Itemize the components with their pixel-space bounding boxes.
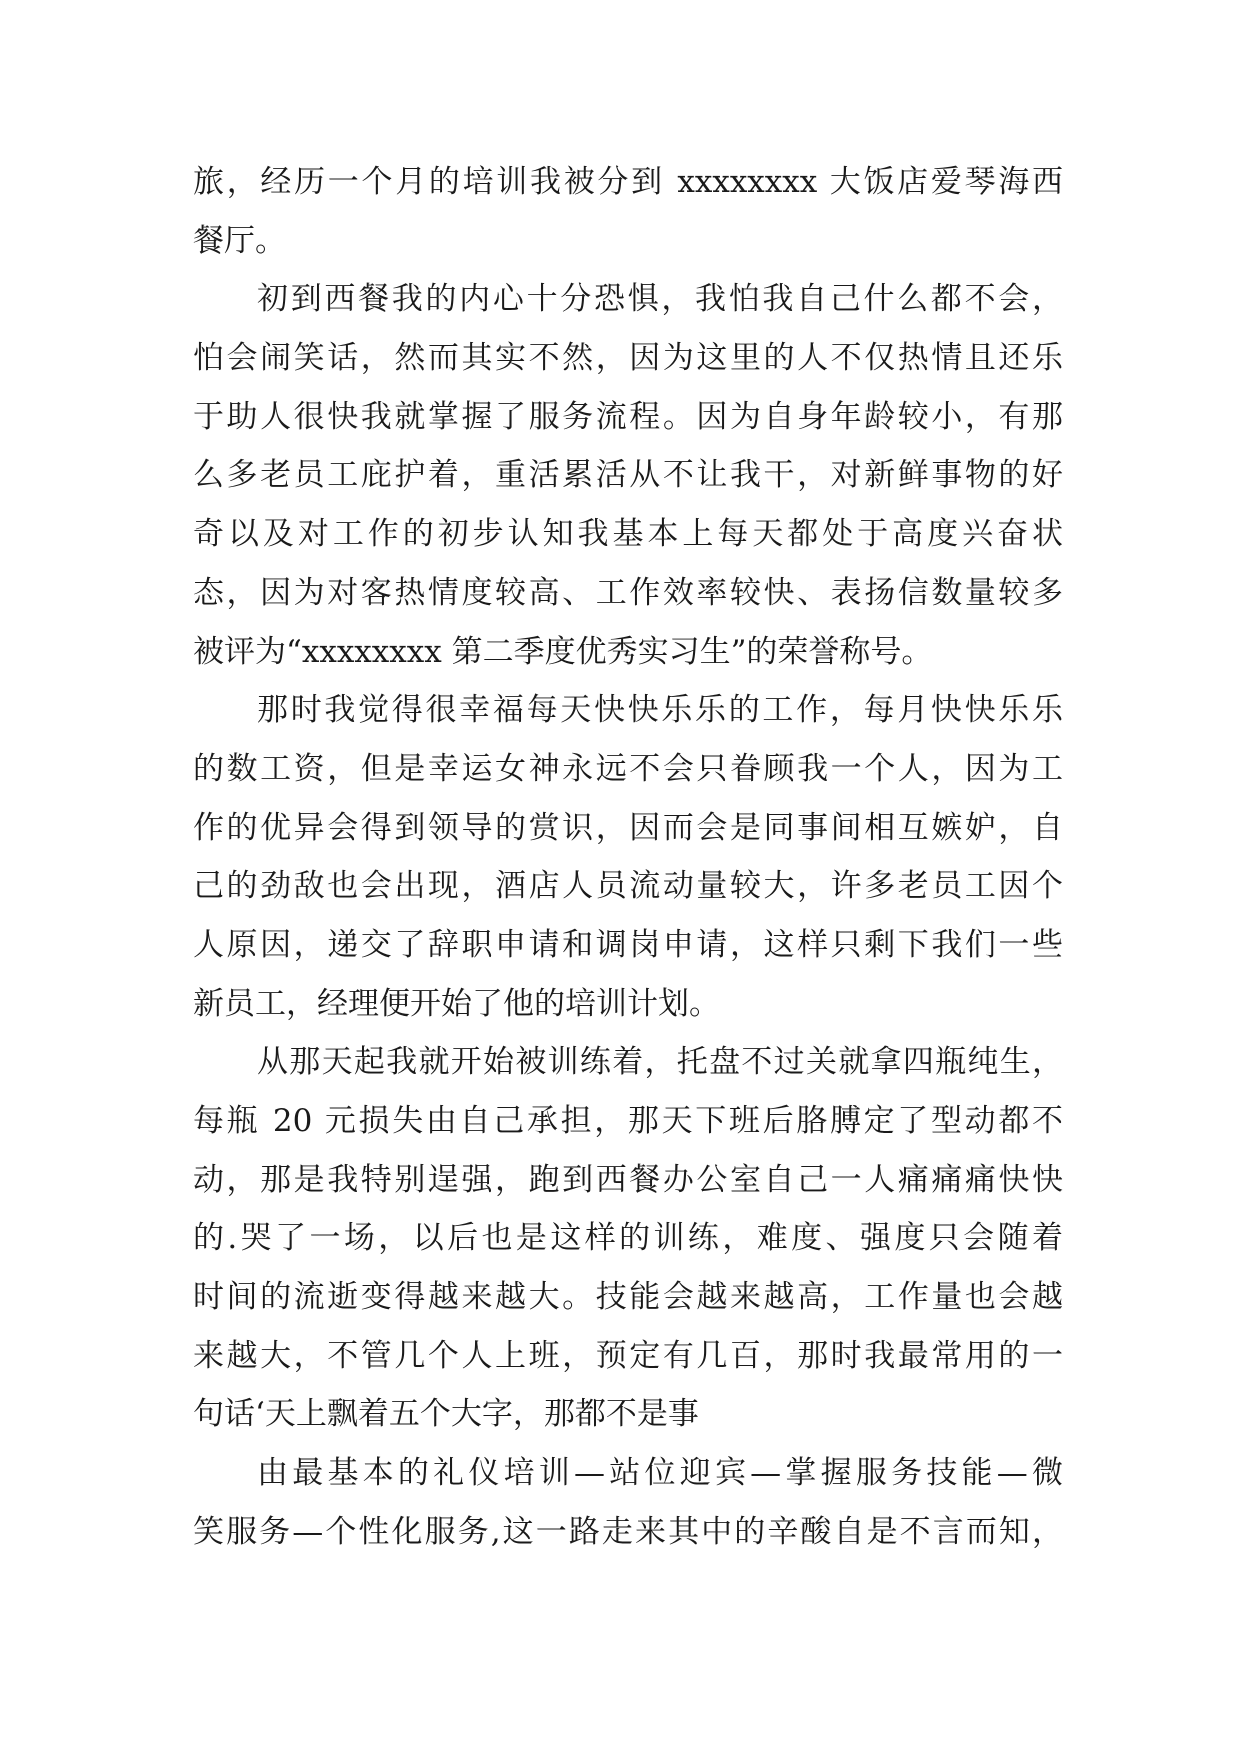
body-text: [193, 162, 1063, 1571]
text-line: 句话‘天上飘着五个大字，那都不是事: [193, 1396, 699, 1433]
text-line: 餐厅。: [193, 222, 286, 259]
text-line: 态，因为对客热情度较高、工作效率较快、表扬信数量较多: [193, 574, 1063, 611]
text-line: 被评为“xxxxxxxx 第二季度优秀实习生”的荣誉称号。: [193, 633, 933, 670]
text-line: 作的优异会得到领导的赏识，因而会是同事间相互嫉妒，自: [193, 809, 1063, 846]
text-line: 的.哭了一场，以后也是这样的训练，难度、强度只会随着: [193, 1220, 1063, 1257]
text-line: 么多老员工庇护着，重活累活从不让我干，对新鲜事物的好: [193, 457, 1063, 494]
paragraph-start-line: 由最基本的礼仪培训—站位迎宾—掌握服务技能—微: [257, 1455, 1063, 1492]
paragraph-start-line: 那时我觉得很幸福每天快快乐乐的工作，每月快快乐乐: [257, 692, 1063, 729]
text-line: 人原因，递交了辞职申请和调岗申请，这样只剩下我们一些: [193, 926, 1063, 963]
text-line: 于助人很快我就掌握了服务流程。因为自身年龄较小，有那: [193, 398, 1063, 435]
paragraph-start-line: 从那天起我就开始被训练着，托盘不过关就拿四瓶纯生，: [257, 1044, 1063, 1081]
text-line: 旅，经历一个月的培训我被分到 xxxxxxxx 大饭店爱琴海西: [193, 164, 1063, 200]
text-line: 新员工，经理便开始了他的培训计划。: [193, 985, 720, 1022]
text-line: 的数工资，但是幸运女神永远不会只眷顾我一个人，因为工: [193, 750, 1063, 787]
text-line: 怕会闹笑话，然而其实不然，因为这里的人不仅热情且还乐: [193, 340, 1063, 377]
text-line: 奇以及对工作的初步认知我基本上每天都处于高度兴奋状: [193, 516, 1063, 553]
text-line: 来越大，不管几个人上班，预定有几百，那时我最常用的一: [193, 1337, 1063, 1374]
text-line: 己的劲敌也会出现，酒店人员流动量较大，许多老员工因个: [193, 868, 1063, 905]
text-line: 笑服务—个性化服务,这一路走来其中的辛酸自是不言而知，: [193, 1513, 1063, 1550]
text-line: 时间的流逝变得越来越大。技能会越来越高，工作量也会越: [193, 1279, 1063, 1316]
text-line: 每瓶 20 元损失由自己承担，那天下班后胳膊定了型动都不: [193, 1103, 1063, 1139]
paragraph-start-line: 初到西餐我的内心十分恐惧，我怕我自己什么都不会，: [257, 281, 1063, 318]
text-line: 动，那是我特别逞强，跑到西餐办公室自己一人痛痛痛快快: [193, 1161, 1063, 1198]
